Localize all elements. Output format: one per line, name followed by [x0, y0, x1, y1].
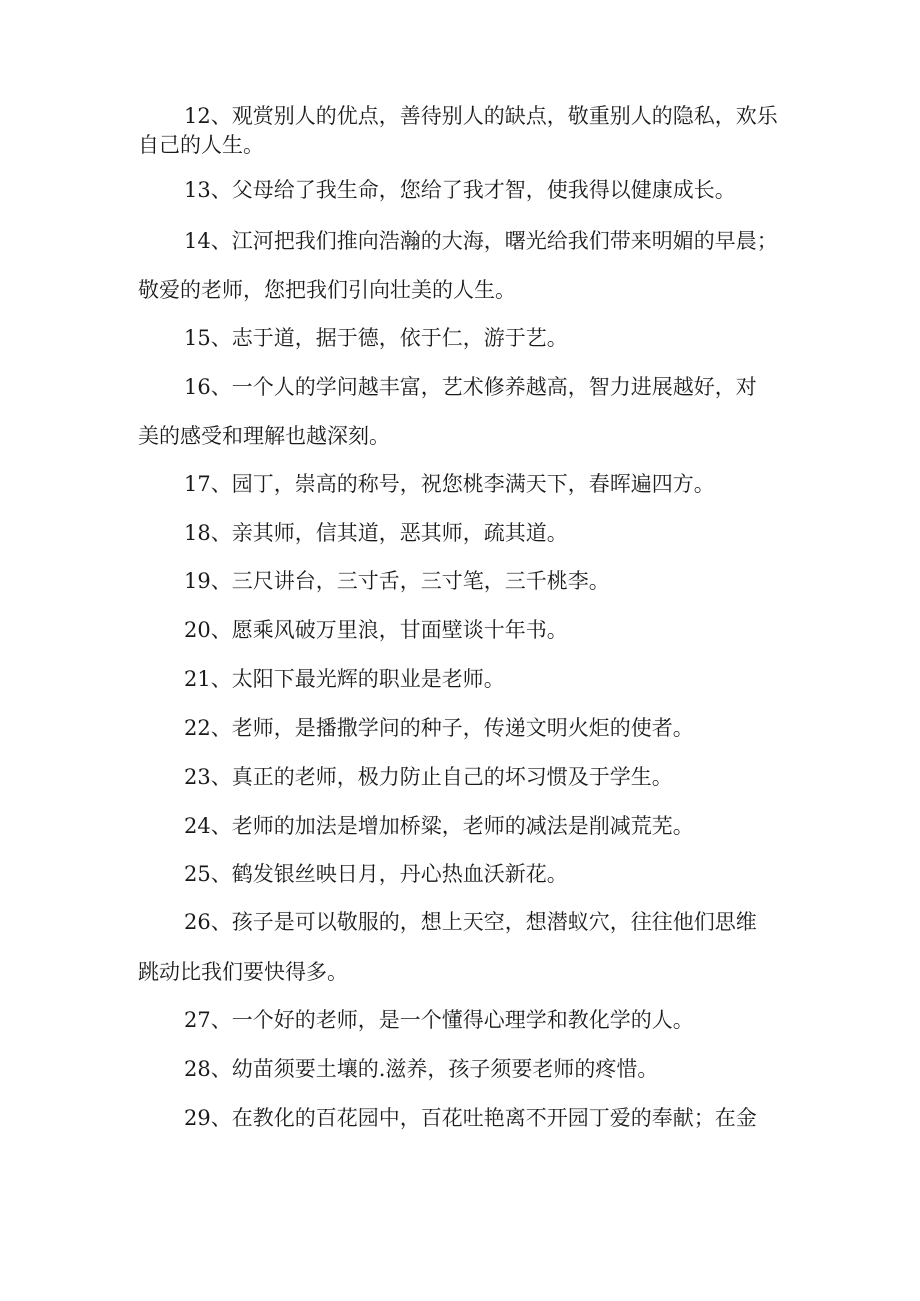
- item-separator: 、: [210, 375, 232, 399]
- item-number: 20: [184, 618, 211, 642]
- item-16-line-1: [184, 373, 757, 401]
- item-28-line-1: [184, 1055, 658, 1083]
- item-separator: 、: [210, 229, 232, 253]
- item-text: 江河把我们推向浩瀚的大海，曙光给我们带来明媚的早晨；: [231, 229, 778, 253]
- item-number: 22: [184, 716, 211, 740]
- item-text: 父母给了我生命，您给了我才智，使我得以健康成长。: [231, 178, 736, 202]
- item-15-line-1: [184, 324, 568, 352]
- item-12-line-1: [184, 102, 778, 130]
- item-24-line-1: [184, 812, 694, 840]
- item-number: 28: [184, 1057, 211, 1081]
- item-number: 13: [184, 178, 211, 202]
- item-text: 一个好的老师，是一个懂得心理学和教化学的人。: [231, 1008, 694, 1032]
- item-text: 鹤发银丝映日月，丹心热血沃新花。: [231, 862, 568, 886]
- item-separator: 、: [210, 326, 232, 350]
- item-separator: 、: [210, 862, 232, 886]
- item-23-line-1: [184, 763, 673, 791]
- item-number: 15: [184, 326, 211, 350]
- item-separator: 、: [210, 1057, 232, 1081]
- item-number: 26: [184, 910, 211, 934]
- item-separator: 、: [210, 814, 232, 838]
- item-text: 愿乘风破万里浪，甘面壁谈十年书。: [231, 618, 568, 642]
- item-separator: 、: [210, 910, 232, 934]
- item-number: 25: [184, 862, 211, 886]
- item-29-line-1: [184, 1104, 757, 1132]
- item-26-line-1: [184, 908, 757, 936]
- item-16-line-2: 美的感受和理解也越深刻。: [138, 424, 390, 448]
- item-separator: 、: [210, 667, 232, 691]
- item-text: 志于道，据于德，依于仁，游于艺。: [231, 326, 568, 350]
- item-12-line-2: 自己的人生。: [138, 133, 264, 157]
- item-number: 29: [184, 1106, 211, 1130]
- item-separator: 、: [210, 178, 232, 202]
- item-separator: 、: [210, 472, 232, 496]
- item-number: 19: [184, 569, 211, 593]
- item-17-line-1: [184, 470, 715, 498]
- item-number: 12: [184, 104, 211, 128]
- item-number: 16: [184, 375, 211, 399]
- item-number: 21: [184, 667, 211, 691]
- item-21-line-1: [184, 665, 505, 693]
- item-separator: 、: [210, 104, 232, 128]
- item-text: 老师，是播撒学问的种子，传递文明火炬的使者。: [231, 716, 694, 740]
- item-text: 老师的加法是增加桥粱，老师的减法是削减荒芜。: [231, 814, 694, 838]
- item-text: 园丁，崇高的称号，祝您桃李满天下，春晖遍四方。: [231, 472, 715, 496]
- item-text: 幼苗须要土壤的.滋养，孩子须要老师的疼惜。: [231, 1057, 659, 1081]
- item-text: 亲其师，信其道，恶其师，疏其道。: [231, 521, 568, 545]
- item-25-line-1: [184, 860, 568, 888]
- item-text: 孩子是可以敬服的，想上天空，想潜蚁穴，往往他们思维: [231, 910, 757, 934]
- item-separator: 、: [210, 1008, 232, 1032]
- item-26-line-2: 跳动比我们要快得多。: [138, 960, 348, 984]
- item-text: 在教化的百花园中，百花吐艳离不开园丁爱的奉献；在金: [231, 1106, 757, 1130]
- item-number: 17: [184, 472, 211, 496]
- item-text: 太阳下最光辉的职业是老师。: [231, 667, 505, 691]
- item-separator: 、: [210, 521, 232, 545]
- item-text: 一个人的学问越丰富，艺术修养越高，智力进展越好，对: [231, 375, 757, 399]
- item-separator: 、: [210, 569, 232, 593]
- item-22-line-1: [184, 714, 694, 742]
- item-text: 观赏别人的优点，善待别人的缺点，敬重别人的隐私，欢乐: [231, 104, 778, 128]
- item-number: 24: [184, 814, 211, 838]
- item-19-line-1: [184, 567, 610, 595]
- item-text: 三尺讲台，三寸舌，三寸笔，三千桃李。: [231, 569, 610, 593]
- item-18-line-1: [184, 519, 568, 547]
- item-20-line-1: [184, 616, 568, 644]
- item-number: 27: [184, 1008, 211, 1032]
- item-separator: 、: [210, 618, 232, 642]
- item-14-line-1: [184, 227, 778, 255]
- item-number: 18: [184, 521, 211, 545]
- item-separator: 、: [210, 716, 232, 740]
- item-27-line-1: [184, 1006, 694, 1034]
- item-number: 23: [184, 765, 211, 789]
- item-13-line-1: [184, 176, 736, 204]
- item-14-line-2: 敬爱的老师，您把我们引向壮美的人生。: [138, 278, 516, 302]
- item-separator: 、: [210, 1106, 232, 1130]
- item-text: 真正的老师，极力防止自己的坏习惯及于学生。: [231, 765, 673, 789]
- item-separator: 、: [210, 765, 232, 789]
- item-number: 14: [184, 229, 211, 253]
